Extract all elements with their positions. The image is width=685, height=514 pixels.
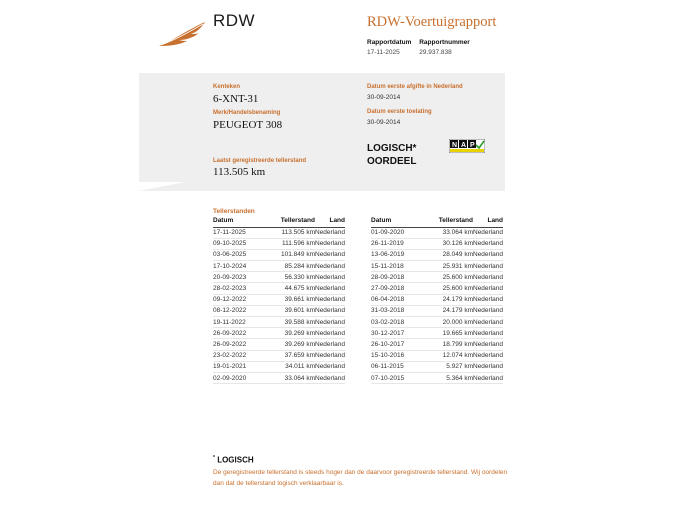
cell-km: 25.931 km <box>423 261 473 272</box>
cell-km: 56.330 km <box>265 272 315 283</box>
cell-land: Nederland <box>315 361 345 372</box>
cell-km: 113.505 km <box>265 227 315 238</box>
table-row <box>371 317 503 328</box>
report-title: RDW-Voertuigrapport <box>367 14 497 30</box>
odometer-table-right <box>371 216 503 384</box>
first-nl-label: Datum eerste afgifte in Nederland <box>367 84 463 90</box>
cell-land: Nederland <box>315 339 345 350</box>
col-km-header: Tellerstand <box>423 216 473 227</box>
odometer-title: Tellerstanden <box>213 208 255 215</box>
cell-date: 06-04-2018 <box>371 294 423 305</box>
cell-km: 39.601 km <box>265 305 315 316</box>
cell-land: Nederland <box>473 317 503 328</box>
nap-letter-p: P <box>470 142 475 149</box>
footnote-star: * <box>213 455 215 461</box>
table-row <box>371 372 503 383</box>
table-row <box>371 283 503 294</box>
table-row <box>371 238 503 249</box>
cell-date: 26-09-2022 <box>213 328 265 339</box>
cell-km: 28.049 km <box>423 249 473 260</box>
cell-land: Nederland <box>473 227 503 238</box>
report-number-value: 29.937.838 <box>419 49 452 56</box>
rdw-logo-icon <box>157 20 207 48</box>
table-row <box>371 361 503 372</box>
cell-land: Nederland <box>473 249 503 260</box>
verdict-line2: OORDEEL <box>367 156 417 167</box>
cell-km: 101.849 km <box>265 249 315 260</box>
table-row <box>213 361 345 372</box>
table-row <box>213 339 345 350</box>
cell-km: 44.675 km <box>265 283 315 294</box>
table-row <box>213 261 345 272</box>
verdict <box>367 142 416 168</box>
cell-km: 25.600 km <box>423 272 473 283</box>
table-row <box>213 227 345 238</box>
col-date-header: Datum <box>213 216 265 227</box>
cell-km: 39.269 km <box>265 339 315 350</box>
cell-date: 26-09-2022 <box>213 339 265 350</box>
cell-land: Nederland <box>473 328 503 339</box>
odometer-table-left <box>213 216 345 384</box>
cell-land: Nederland <box>315 272 345 283</box>
brand-name: RDW <box>213 11 256 30</box>
cell-km: 24.179 km <box>423 294 473 305</box>
table-row <box>371 272 503 283</box>
cell-date: 26-10-2017 <box>371 339 423 350</box>
make-value: PEUGEOT 308 <box>213 119 283 131</box>
report-meta <box>367 39 476 56</box>
cell-date: 06-11-2015 <box>371 361 423 372</box>
cell-land: Nederland <box>473 372 503 383</box>
cell-date: 26-11-2019 <box>371 238 423 249</box>
footnote-title <box>213 455 254 465</box>
cell-date: 31-03-2018 <box>371 305 423 316</box>
vehicle-panel <box>139 73 505 191</box>
cell-date: 19-11-2022 <box>213 317 265 328</box>
col-date-header: Datum <box>371 216 423 227</box>
cell-km: 30.126 km <box>423 238 473 249</box>
cell-km: 18.799 km <box>423 339 473 350</box>
cell-date: 17-11-2025 <box>213 227 265 238</box>
table-row <box>213 238 345 249</box>
table-row <box>371 261 503 272</box>
cell-land: Nederland <box>315 305 345 316</box>
table-row <box>371 328 503 339</box>
col-km-header: Tellerstand <box>265 216 315 227</box>
cell-land: Nederland <box>473 361 503 372</box>
cell-km: 85.284 km <box>265 261 315 272</box>
cell-land: Nederland <box>315 261 345 272</box>
footnote-title-text: LOGISCH <box>217 455 254 465</box>
table-row <box>213 294 345 305</box>
cell-date: 08-12-2022 <box>213 305 265 316</box>
panel-notch <box>139 182 185 191</box>
first-adm-label: Datum eerste toelating <box>367 109 432 115</box>
last-odo-value: 113.505 km <box>213 166 266 178</box>
table-row <box>371 339 503 350</box>
cell-date: 15-10-2016 <box>371 350 423 361</box>
cell-land: Nederland <box>473 261 503 272</box>
cell-km: 39.588 km <box>265 317 315 328</box>
report-date-block <box>367 39 411 56</box>
table-row <box>213 272 345 283</box>
cell-land: Nederland <box>315 249 345 260</box>
table-row <box>213 283 345 294</box>
cell-date: 15-11-2018 <box>371 261 423 272</box>
cell-km: 19.665 km <box>423 328 473 339</box>
cell-km: 24.179 km <box>423 305 473 316</box>
cell-km: 37.659 km <box>265 350 315 361</box>
cell-date: 23-02-2022 <box>213 350 265 361</box>
cell-land: Nederland <box>473 339 503 350</box>
table-row <box>371 227 503 238</box>
report-date-value: 17-11-2025 <box>367 49 400 56</box>
table-row <box>213 317 345 328</box>
cell-km: 111.596 km <box>265 238 315 249</box>
cell-date: 03-02-2018 <box>371 317 423 328</box>
cell-date: 27-09-2018 <box>371 283 423 294</box>
cell-date: 09-12-2022 <box>213 294 265 305</box>
cell-date: 01-09-2020 <box>371 227 423 238</box>
cell-date: 13-06-2019 <box>371 249 423 260</box>
cell-land: Nederland <box>315 238 345 249</box>
cell-land: Nederland <box>315 283 345 294</box>
cell-date: 28-09-2018 <box>371 272 423 283</box>
cell-km: 33.064 km <box>423 227 473 238</box>
table-row <box>371 249 503 260</box>
table-header-row <box>371 216 503 227</box>
nap-letter-a: A <box>461 142 467 149</box>
cell-km: 39.661 km <box>265 294 315 305</box>
first-nl-value: 30-09-2014 <box>367 94 401 101</box>
col-land-header: Land <box>473 216 503 227</box>
report-date-label: Rapportdatum <box>367 39 412 46</box>
table-row <box>213 372 345 383</box>
table-row <box>213 249 345 260</box>
cell-km: 34.011 km <box>265 361 315 372</box>
cell-land: Nederland <box>473 272 503 283</box>
plate-value: 6-XNT-31 <box>213 93 259 105</box>
cell-km: 5.927 km <box>423 361 473 372</box>
cell-km: 25.600 km <box>423 283 473 294</box>
nap-logo-icon <box>449 139 485 153</box>
nap-letter-n: N <box>452 142 458 149</box>
cell-land: Nederland <box>315 328 345 339</box>
cell-km: 5.364 km <box>423 372 473 383</box>
footnote-text: De geregistreerde tellerstand is steeds hoger dan de daarvoor geregistreerde tellerstand. Wij oordelen dan dat de tellerstand logisch verklaarbaar is. <box>213 469 508 487</box>
cell-land: Nederland <box>315 294 345 305</box>
table-row <box>371 305 503 316</box>
cell-land: Nederland <box>315 317 345 328</box>
cell-km: 39.269 km <box>265 328 315 339</box>
cell-km: 33.064 km <box>265 372 315 383</box>
cell-date: 30-12-2017 <box>371 328 423 339</box>
cell-date: 03-06-2025 <box>213 249 265 260</box>
report-number-block <box>419 39 470 56</box>
col-land-header: Land <box>315 216 345 227</box>
table-row <box>213 350 345 361</box>
table-row <box>371 294 503 305</box>
cell-land: Nederland <box>315 372 345 383</box>
cell-km: 20.000 km <box>423 317 473 328</box>
make-label: Merk/Handelsbenaming <box>213 110 281 116</box>
cell-land: Nederland <box>473 238 503 249</box>
cell-land: Nederland <box>315 227 345 238</box>
cell-land: Nederland <box>473 294 503 305</box>
plate-label: Kenteken <box>213 84 241 90</box>
cell-date: 28-02-2023 <box>213 283 265 294</box>
cell-date: 07-10-2015 <box>371 372 423 383</box>
first-adm-value: 30-09-2014 <box>367 119 401 126</box>
table-row <box>213 328 345 339</box>
cell-date: 02-09-2020 <box>213 372 265 383</box>
table-row <box>371 350 503 361</box>
cell-date: 20-09-2023 <box>213 272 265 283</box>
cell-land: Nederland <box>473 350 503 361</box>
report-number-label: Rapportnummer <box>419 39 470 46</box>
cell-land: Nederland <box>473 305 503 316</box>
table-row <box>213 305 345 316</box>
cell-km: 12.074 km <box>423 350 473 361</box>
cell-date: 19-01-2021 <box>213 361 265 372</box>
cell-land: Nederland <box>315 350 345 361</box>
last-odo-label: Laatst geregistreerde tellerstand <box>213 158 307 164</box>
verdict-line1: LOGISCH* <box>367 143 417 154</box>
cell-land: Nederland <box>473 283 503 294</box>
cell-date: 09-10-2025 <box>213 238 265 249</box>
cell-date: 17-10-2024 <box>213 261 265 272</box>
table-header-row <box>213 216 345 227</box>
